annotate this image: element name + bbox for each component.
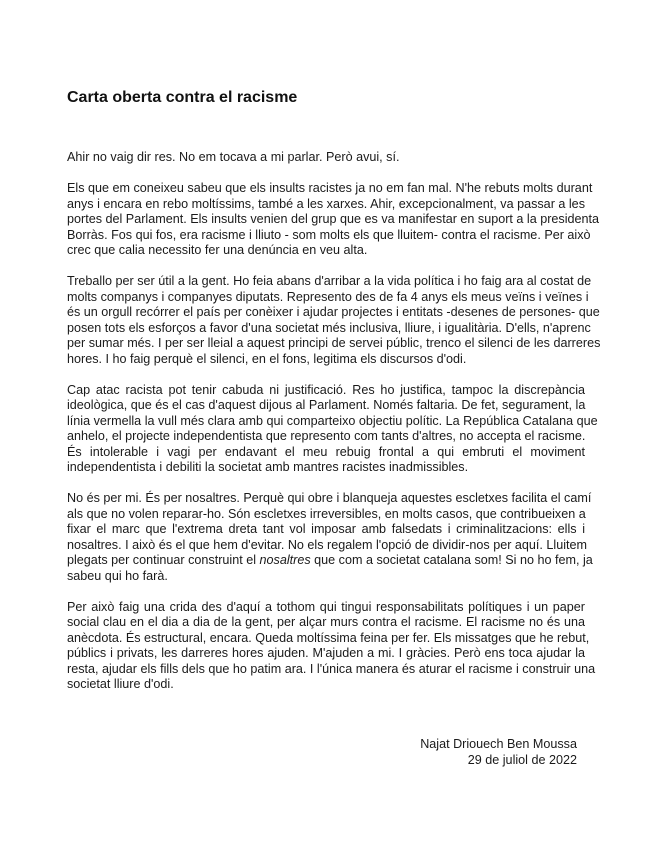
signature-block — [420, 736, 577, 768]
paragraph-line: és un orgull recórrer el país per conèixer i ajudar projectes i entitats -desenes de persones- que — [67, 305, 600, 319]
paragraph-line: Ahir no vaig dir res. No em tocava a mi parlar. Però avui, sí. — [67, 150, 400, 164]
paragraph-line: molts companys i companyes diputats. Represento des de fa 4 anys els meus veïns i veïnes i — [67, 289, 589, 304]
paragraph — [67, 181, 600, 259]
paragraph-line: públics i privats, les darreres hores ajuden. M'ajuden a mi. I gràcies. Però ens toca ajudar la — [67, 646, 585, 660]
paragraph-line: societat lliure d'odi. — [67, 677, 174, 691]
paragraph-line: anys i encara en rebo moltíssims, també a les xarxes. Ahir, excepcionalment, va passar a les — [67, 196, 585, 211]
paragraph-line: sabeu qui ho farà. — [67, 568, 168, 583]
paragraph-line: anhelo, el projecte independentista que represento com tants d'altres, no accepta el racisme. — [67, 429, 586, 443]
paragraph-line: posen tots els esforços a favor d'una societat més inclusiva, lliure, i igualitària. D'ells, n'aprenc — [67, 320, 591, 335]
signature-date: 29 de juliol de 2022 — [467, 753, 577, 767]
paragraph — [67, 150, 585, 166]
paragraph-line: Borràs. Fos qui fos, era racisme i lliuto - som molts els que lluitem- contra el racisme. Per això — [67, 227, 591, 242]
document-title: Carta oberta contra el racisme — [67, 89, 298, 106]
paragraph-line: portes del Parlament. Els insults venien del grup que es va manifestar en suport a la presidenta — [67, 212, 600, 226]
line-text: plegats per continuar construint el — [67, 553, 260, 567]
paragraph-line — [67, 553, 593, 569]
paragraph — [67, 491, 593, 584]
paragraph — [67, 599, 596, 693]
paragraph-line: nosaltres. I això és el que hem d'evitar. No els regalem l'opció de dividir-nos per aquí. Lluitem — [67, 537, 588, 552]
line-text: que com a societat catalana som! Si no ho fem, ja — [310, 553, 593, 567]
paragraph-line: resta, ajudar els fills dels que ho patim ara. I l'única manera és aturar el racisme i construir una — [67, 661, 596, 676]
paragraph-line: Els que em coneixeu sabeu que els insults racistes ja no em fan mal. N'he rebuts molts durant — [67, 181, 593, 195]
paragraph-line: ideològica, que és el cas d'aquest dijous al Parlament. Només faltaria. De fet, segurament, la — [67, 398, 586, 412]
paragraph — [67, 274, 601, 367]
emphasized-word: nosaltres — [259, 553, 311, 567]
paragraph-line: Cap atac racista pot tenir cabuda ni justificació. Res ho justifica, tampoc la discrepància — [67, 382, 585, 397]
paragraph — [67, 382, 598, 476]
signature-name: Najat Driouech Ben Moussa — [420, 737, 577, 751]
paragraph-line: crec que calia necessito fer una denúncia en veu alta. — [67, 243, 368, 257]
paragraph-line: per sumar més. I per ser lleial a aquest principi de servei públic, trenco el silenci de les darreres — [67, 336, 601, 350]
paragraph-line: És intolerable i vagi per endavant el meu rebuig frontal a qui embruti el moviment — [67, 444, 585, 459]
paragraph-line: fixar el marc que l'extrema dreta tant vol imposar amb falsedats i criminalitzacions: ells i — [67, 522, 585, 536]
paragraph-line: anècdota. És estructural, encara. Queda moltíssima feina per fer. Els missatges que he rebut, — [67, 630, 590, 645]
paragraph-line: Per això faig una crida des d'aquí a tothom qui tingui responsabilitats polítiques i un paper — [67, 599, 585, 614]
paragraph-line: hores. I ho faig perquè el silenci, en el fons, legitima els discursos d'odi. — [67, 351, 467, 366]
paragraph-line: No és per mi. És per nosaltres. Perquè qui obre i blanqueja aquestes escletxes facilita el camí — [67, 491, 592, 505]
paragraph-line: independentista i debiliti la societat amb mantres racistes inadmissibles. — [67, 460, 469, 474]
document-body — [67, 150, 601, 708]
paragraph-line: Treballo per ser útil a la gent. Ho feia abans d'arribar a la vida política i ho faig ara al costat de — [67, 274, 592, 288]
paragraph-line: social clau en el dia a dia de la gent, per alçar murs contra el racisme. El racisme no és una — [67, 615, 585, 629]
paragraph-line: línia vermella la vull més clara amb qui comparteixo objectiu polític. La República Catalana que — [67, 413, 598, 428]
paragraph-line: als que no volen reparar-ho. Són escletxes irreversibles, en molts casos, que contribueixen a — [67, 506, 586, 521]
